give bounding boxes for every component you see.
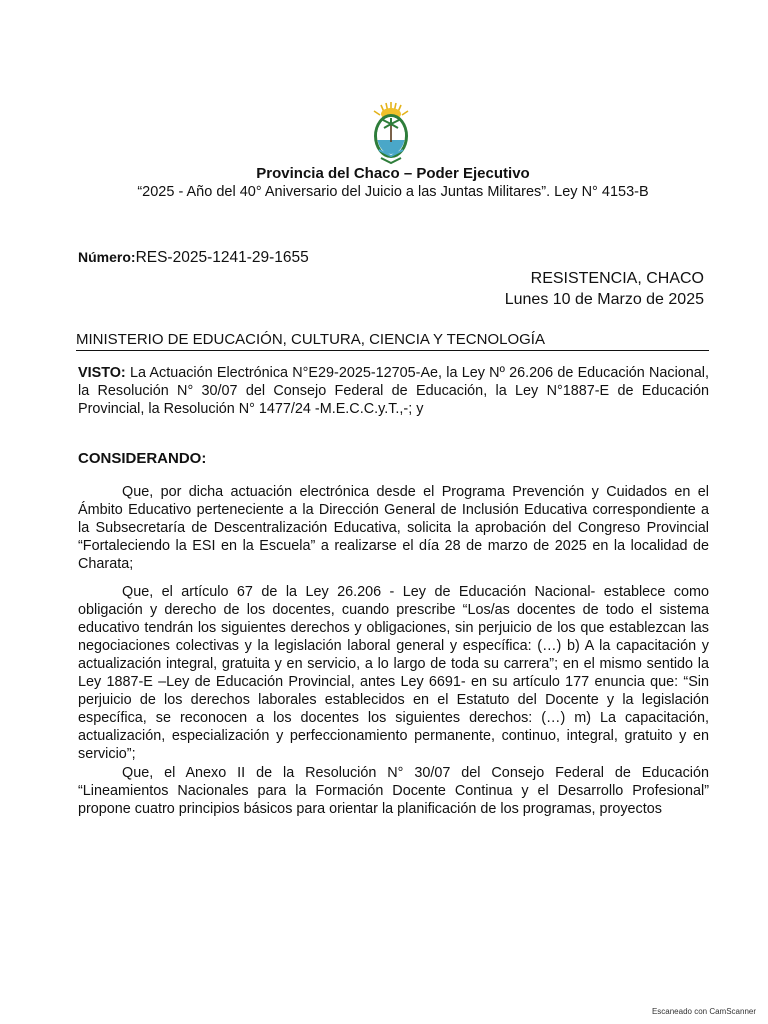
considerando-paragraph-3: Que, el Anexo II de la Resolución N° 30/07 del Consejo Federal de Educación “Lineamientos Nacionales para la Formación Docente Continua y el Desarrollo Profesional” propone cuatro principios básicos para orientar la planificación de los programas, proyectos <box>78 765 709 817</box>
document-header-motto: “2025 - Año del 40° Aniversario del Juicio a las Juntas Militares”. Ley N° 4153-B <box>137 184 649 200</box>
document-header-title: Provincia del Chaco – Poder Ejecutivo <box>256 165 530 182</box>
considerando-paragraph-1: Que, por dicha actuación electrónica desde el Programa Prevención y Cuidados en el Ámbito Educativo perteneciente a la Dirección General de Inclusión Educativa correspondiente a la Subsecretaría de Descentralización Educativa, solicita la aprobación del Congreso Provincial “Fortaleciendo la ESI en la Escuela” a realizarse el día 28 de marzo de 2025 en la localidad de Charata; <box>78 484 709 572</box>
visto-text: La Actuación Electrónica N°E29-2025-12705-Ae, la Ley Nº 26.206 de Educación Nacional, la Resolución N° 30/07 del Consejo Federal de Educación, la Ley N°1887-E de Educación Provincial, la Resolución N° 1477/24 -M.E.C.C.y.T.,-; y <box>78 365 710 417</box>
document-date: Lunes 10 de Marzo de 2025 <box>504 291 704 308</box>
scanner-watermark: Escaneado con CamScanner <box>651 1007 756 1016</box>
resolution-number-label: Número: <box>78 249 136 265</box>
resolution-number-line <box>78 249 309 267</box>
resolution-number-value: RES-2025-1241-29-1655 <box>135 249 309 266</box>
considerando-paragraph-2: Que, el artículo 67 de la Ley 26.206 - Ley de Educación Nacional- establece como obligación y derecho de los docentes, cuando prescribe “Los/as docentes de todo el sistema educativo tendrán los siguientes derechos y obligaciones, sin perjuicio de los que establezcan las negociaciones colectivas y la legislación laboral general y específica: (…) b) A la capacitación y actualización integral, gratuita y en servicio, a lo largo de toda su carrera”; en el mismo sentido la Ley 1887-E –Ley de Educación Provincial, antes Ley 6691- en su artículo 177 enuncia que: “Sin perjuicio de los derechos laborales establecidos en el Estatuto del Docente y la legislación específica, se reconocen a los docentes los siguientes derechos: (…) m) La capacitación, actualización, especialización y perfeccionamiento permanente, continuo, integral, gratuito y en servicio”; <box>78 584 709 762</box>
provincial-coat-of-arms-icon <box>369 100 413 166</box>
visto-label: VISTO: <box>78 365 126 381</box>
considerando-heading: CONSIDERANDO: <box>78 450 207 467</box>
document-city: RESISTENCIA, CHACO <box>530 270 704 287</box>
ministry-heading: MINISTERIO DE EDUCACIÓN, CULTURA, CIENCIA Y TECNOLOGÍA <box>76 331 709 351</box>
visto-paragraph <box>78 364 709 418</box>
